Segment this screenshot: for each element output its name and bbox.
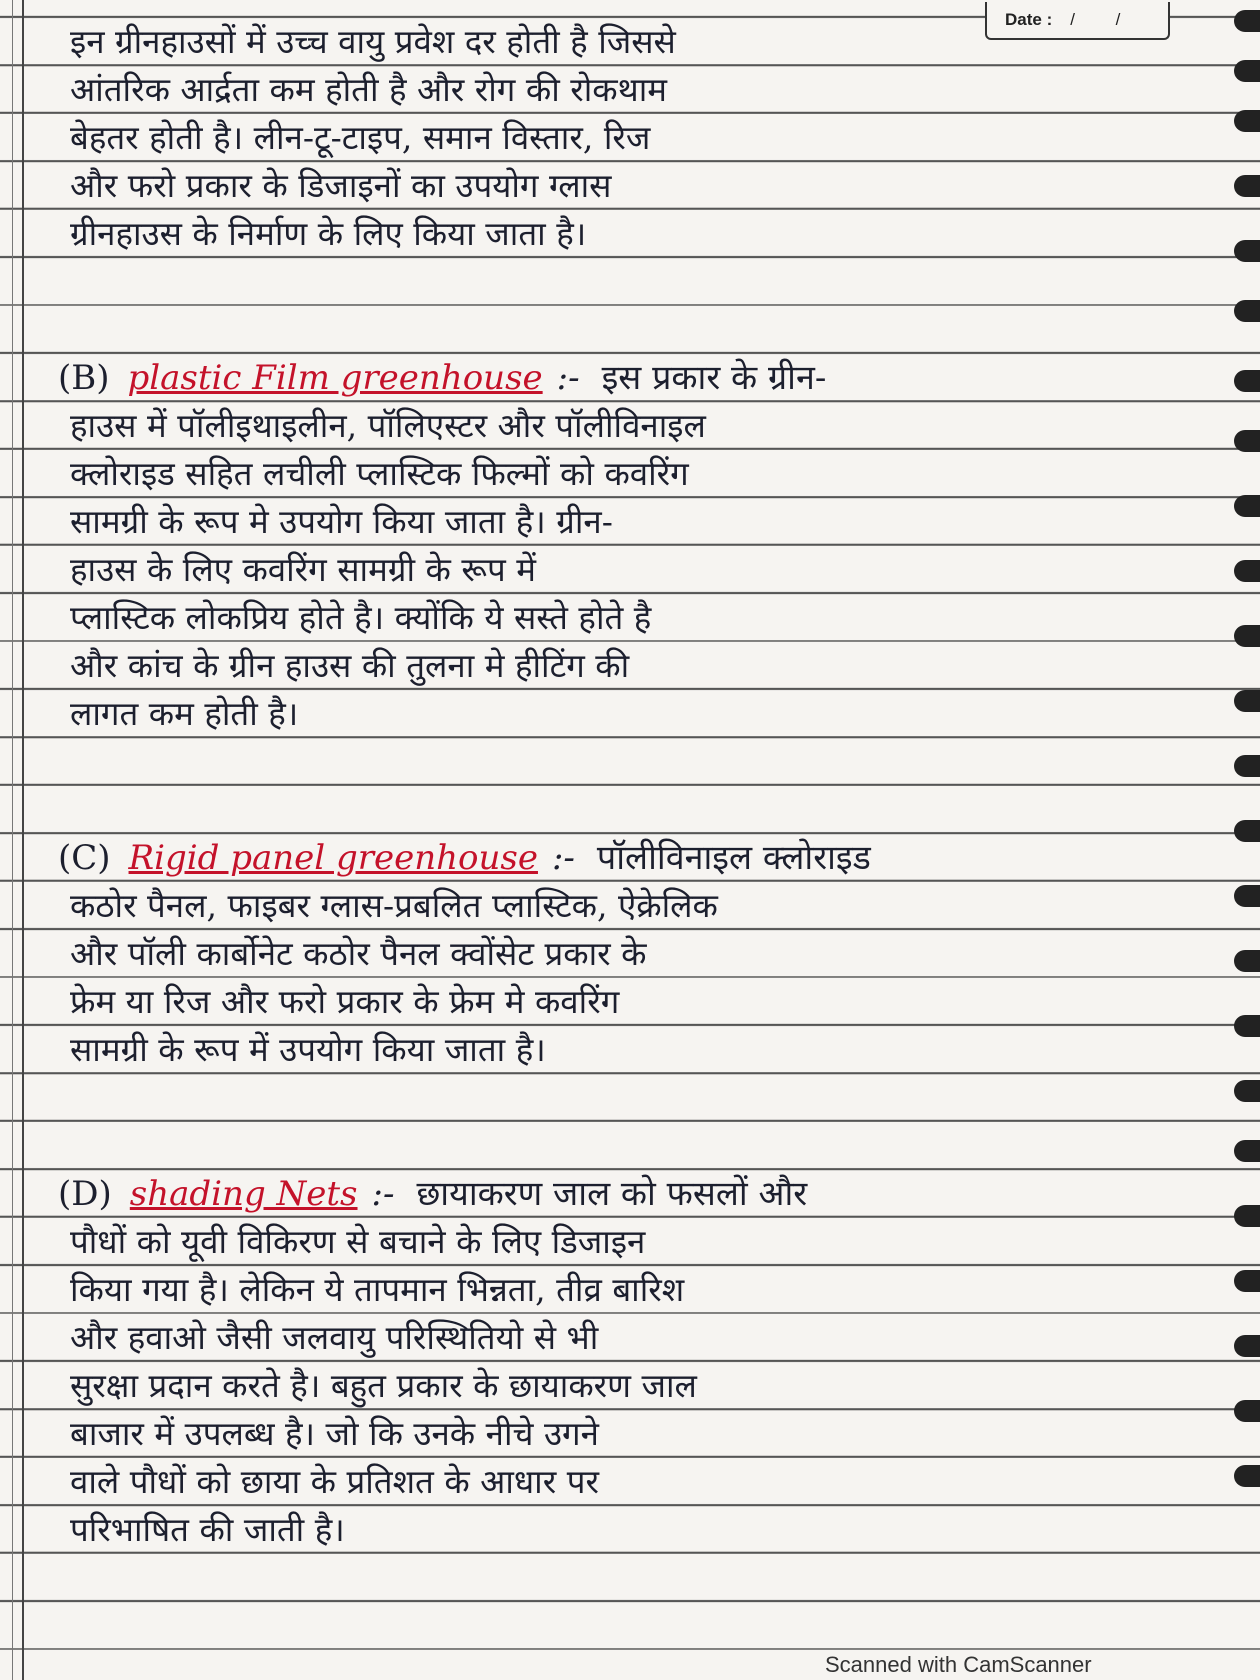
section-separator: :-: [551, 838, 575, 878]
binding-hole: [1234, 820, 1260, 842]
intro-paragraph: [70, 18, 1215, 258]
binding-hole: [1234, 240, 1260, 262]
section-continuation: छायाकरण जाल को फसलों और: [416, 1174, 808, 1214]
section-title: Rigid panel greenhouse: [128, 838, 538, 878]
binding-hole: [1234, 110, 1260, 132]
binding-hole: [1234, 10, 1260, 32]
section-b-body: [70, 402, 1215, 738]
margin-rule: [22, 0, 24, 1680]
binding-hole: [1234, 300, 1260, 322]
body-line: और हवाओ जैसी जलवायु परिस्थितियो से भी: [70, 1318, 599, 1357]
binding-hole: [1234, 560, 1260, 582]
binding-hole: [1234, 1335, 1260, 1357]
section-title: shading Nets: [129, 1174, 358, 1214]
binding-hole: [1234, 885, 1260, 907]
section-b-heading: [58, 354, 826, 402]
body-line: हाउस में पॉलीइथाइलीन, पॉलिएस्टर और पॉलीविनाइल: [70, 406, 706, 445]
intro-line: ग्रीनहाउस के निर्माण के लिए किया जाता है।: [70, 214, 587, 253]
body-line: प्लास्टिक लोकप्रिय होते है। क्योंकि ये सस्ते होते है: [70, 598, 652, 637]
binding-hole: [1234, 1015, 1260, 1037]
binding-hole: [1234, 1465, 1260, 1487]
section-marker: (D): [58, 1174, 112, 1214]
scanner-watermark: Scanned with CamScanner: [825, 1652, 1092, 1677]
body-line: कठोर पैनल, फाइबर ग्लास-प्रबलित प्लास्टिक, ऐक्रेलिक: [70, 886, 718, 925]
body-line: सामग्री के रूप में उपयोग किया जाता है।: [70, 1030, 546, 1069]
binding-hole: [1234, 1270, 1260, 1292]
intro-line: और फरो प्रकार के डिजाइनों का उपयोग ग्लास: [70, 166, 612, 205]
body-line: क्लोराइड सहित लचीली प्लास्टिक फिल्मों को कवरिंग: [70, 454, 689, 493]
section-c-heading: [58, 834, 871, 882]
binding-hole: [1234, 495, 1260, 517]
section-marker: (B): [58, 358, 110, 398]
body-line: सामग्री के रूप मे उपयोग किया जाता है। ग्रीन-: [70, 502, 613, 541]
body-line: और कांच के ग्रीन हाउस की तुलना मे हीटिंग की: [70, 646, 630, 685]
binding-hole: [1234, 755, 1260, 777]
binding-hole: [1234, 1140, 1260, 1162]
date-label: Date :: [1005, 10, 1053, 29]
body-line: वाले पौधों को छाया के प्रतिशत के आधार पर: [70, 1462, 599, 1501]
body-line: किया गया है। लेकिन ये तापमान भिन्नता, तीव्र बारिश: [70, 1270, 685, 1309]
binding-hole: [1234, 690, 1260, 712]
binding-hole: [1234, 1400, 1260, 1422]
intro-line: बेहतर होती है। लीन-टू-टाइप, समान विस्तार, रिज: [70, 118, 651, 157]
body-line: फ्रेम या रिज और फरो प्रकार के फ्रेम मे कवरिंग: [70, 982, 620, 1021]
body-line: बाजार में उपलब्ध है। जो कि उनके नीचे उगने: [70, 1414, 599, 1453]
section-separator: :-: [556, 358, 580, 398]
section-continuation: इस प्रकार के ग्रीन-: [601, 358, 827, 398]
body-line: सुरक्षा प्रदान करते है। बहुत प्रकार के छायाकरण जाल: [70, 1366, 697, 1405]
intro-line: आंतरिक आर्द्रता कम होती है और रोग की रोकथाम: [70, 70, 668, 109]
section-continuation: पॉलीविनाइल क्लोराइड: [596, 838, 871, 878]
binding-hole: [1234, 1080, 1260, 1102]
body-line: परिभाषित की जाती है।: [70, 1510, 345, 1549]
section-c-body: [70, 882, 1215, 1074]
spiral-binding: [1230, 0, 1260, 1680]
binding-hole: [1234, 370, 1260, 392]
body-line: और पॉली कार्बोनेट कठोर पैनल क्वोंसेट प्रकार के: [70, 934, 647, 973]
date-slashes: / /: [1070, 10, 1139, 29]
section-title: plastic Film greenhouse: [127, 358, 543, 398]
body-line: हाउस के लिए कवरिंग सामग्री के रूप में: [70, 550, 536, 589]
intro-line: इन ग्रीनहाउसों में उच्च वायु प्रवेश दर होती है जिससे: [70, 22, 676, 61]
binding-hole: [1234, 175, 1260, 197]
body-line: लागत कम होती है।: [70, 694, 299, 733]
binding-hole: [1234, 625, 1260, 647]
binding-hole: [1234, 430, 1260, 452]
binding-hole: [1234, 60, 1260, 82]
section-separator: :-: [371, 1174, 395, 1214]
binding-hole: [1234, 950, 1260, 972]
binding-hole: [1234, 1205, 1260, 1227]
section-d-heading: [58, 1170, 807, 1218]
section-d-body: [70, 1218, 1215, 1554]
body-line: पौधों को यूवी विकिरण से बचाने के लिए डिजाइन: [70, 1222, 646, 1261]
margin-rule-outer: [12, 0, 13, 1680]
section-marker: (C): [58, 838, 111, 878]
